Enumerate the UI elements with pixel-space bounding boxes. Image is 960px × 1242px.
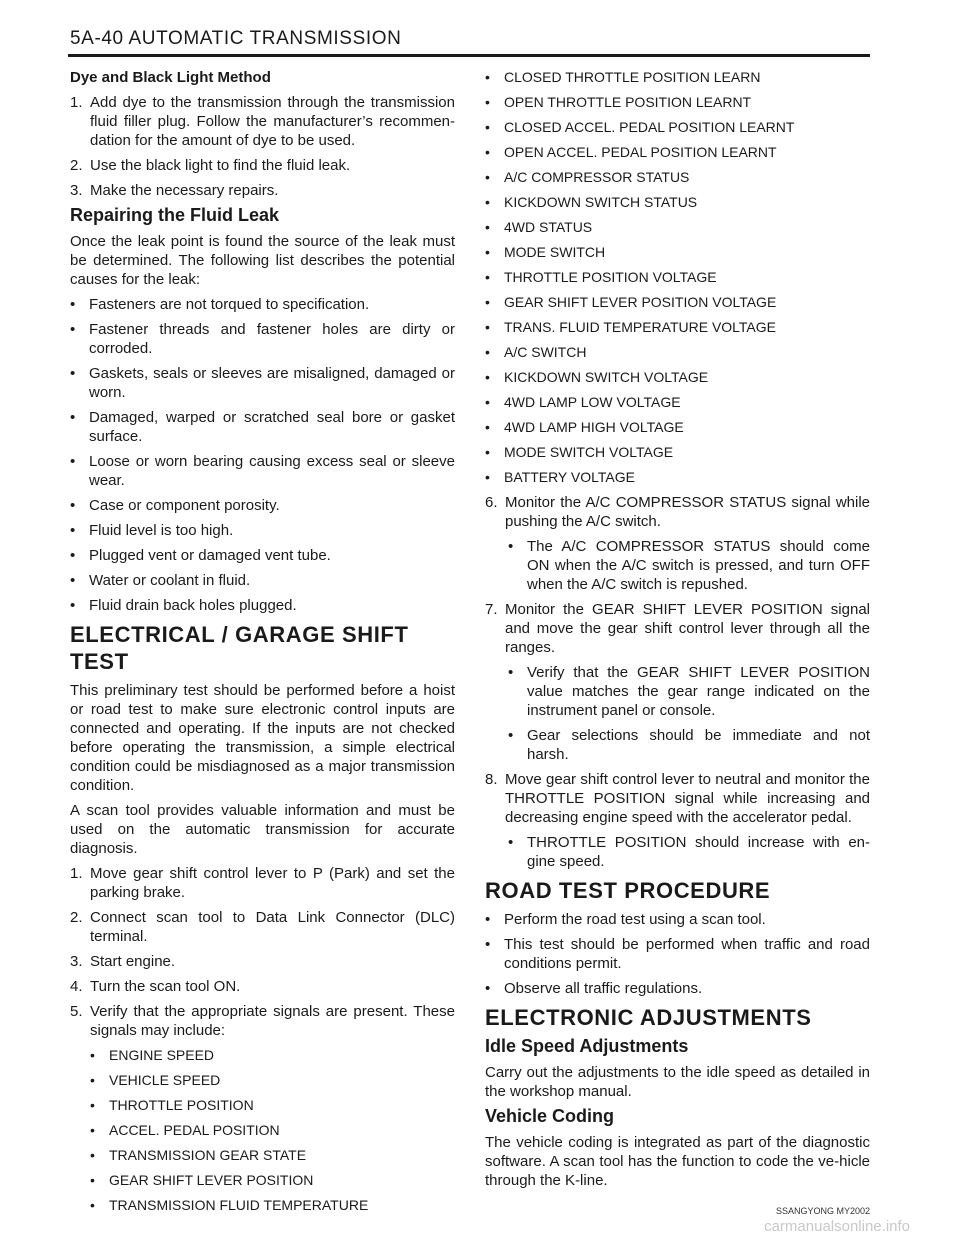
dye-steps xyxy=(70,93,455,200)
bullet-item xyxy=(508,663,870,720)
bullet-dot: • xyxy=(485,911,491,928)
bullet-text: KICKDOWN SWITCH VOLTAGE xyxy=(504,369,709,385)
bullet-text: Loose or worn bearing causing excess seal or sleeve wear. xyxy=(89,453,455,489)
bullet-text: Plugged vent or damaged vent tube. xyxy=(89,547,331,564)
heading-electrical-shift-test: ELECTRICAL / GARAGE SHIFT TEST xyxy=(70,622,409,674)
bullet-dot: • xyxy=(485,369,490,385)
watermark: carmanualsonline.info xyxy=(764,1218,910,1235)
step-number: 4. xyxy=(70,978,83,995)
bullet-text: Fluid level is too high. xyxy=(89,522,234,539)
step-text: Turn the scan tool ON. xyxy=(90,978,241,995)
bullet-item xyxy=(70,596,455,615)
bullet-dot: • xyxy=(70,365,76,382)
bullet-item xyxy=(90,1096,455,1115)
bullet-dot: • xyxy=(485,469,490,485)
bullet-dot: • xyxy=(70,522,76,539)
bullet-item xyxy=(485,368,870,387)
bullet-item xyxy=(70,546,455,565)
bullet-text: BATTERY VOLTAGE xyxy=(504,469,635,485)
bullet-item xyxy=(70,452,455,490)
bullet-text: MODE SWITCH VOLTAGE xyxy=(504,444,674,460)
bullet-item xyxy=(485,68,870,87)
paragraph-idle-speed: Carry out the adjustments to the idle speed as detailed in the workshop manual. xyxy=(485,1064,870,1100)
right-column xyxy=(485,68,870,1196)
step-text: Monitor the GEAR SHIFT LEVER POSITION signal and move the gear shift control lever through all the ranges. xyxy=(505,601,870,656)
bullet-item xyxy=(90,1046,455,1065)
step-number: 3. xyxy=(70,953,83,970)
bullet-dot: • xyxy=(485,936,491,953)
bullet-item xyxy=(485,218,870,237)
bullet-item xyxy=(70,408,455,446)
bullet-dot: • xyxy=(485,394,490,410)
bullet-item xyxy=(70,295,455,314)
step-number: 1. xyxy=(70,94,83,111)
heading-idle-speed: Idle Speed Adjustments xyxy=(485,1036,689,1056)
bullet-text: KICKDOWN SWITCH STATUS xyxy=(504,194,698,210)
step-number: 8. xyxy=(485,771,498,788)
bullet-text: OPEN ACCEL. PEDAL POSITION LEARNT xyxy=(504,144,777,160)
numbered-step xyxy=(70,1002,455,1040)
step-number: 2. xyxy=(70,909,83,926)
bullet-text: ENGINE SPEED xyxy=(109,1047,215,1063)
bullet-dot: • xyxy=(485,219,490,235)
bullet-dot: • xyxy=(90,1197,95,1213)
heading-vehicle-coding: Vehicle Coding xyxy=(485,1106,615,1126)
step-text: Add dye to the transmission through the transmission fluid filler plug. Follow the manufacturer’s recommen-dation for the amount of dye to be used. xyxy=(90,94,455,149)
bullet-text: THROTTLE POSITION xyxy=(109,1097,254,1113)
step-text: Monitor the A/C COMPRESSOR STATUS signal while pushing the A/C switch. xyxy=(505,494,870,530)
bullet-item xyxy=(508,726,870,764)
step-number: 6. xyxy=(485,494,498,511)
leak-causes-list xyxy=(70,295,455,615)
step-number: 1. xyxy=(70,865,83,882)
bullet-item xyxy=(485,168,870,187)
bullet-item xyxy=(485,343,870,362)
bullet-item xyxy=(485,193,870,212)
bullet-item xyxy=(485,393,870,412)
bullet-text: Observe all traffic regulations. xyxy=(504,980,703,997)
paragraph-scan-tool: A scan tool provides valuable information and must be used on the automatic transmission for accurate diagnosis. xyxy=(70,802,455,857)
bullet-item xyxy=(90,1146,455,1165)
heading-road-test: ROAD TEST PROCEDURE xyxy=(485,878,771,903)
bullet-dot: • xyxy=(90,1097,95,1113)
paragraph-leak-intro: Once the leak point is found the source of the leak must be determined. The following list describes the potential causes for the leak: xyxy=(70,233,455,288)
bullet-dot: • xyxy=(485,69,490,85)
bullet-item xyxy=(485,118,870,137)
bullet-text: The A/C COMPRESSOR STATUS should come ON when the A/C switch is pressed, and turn OFF when the A/C switch is repushed. xyxy=(527,538,870,593)
numbered-step xyxy=(70,181,455,200)
bullet-dot: • xyxy=(485,269,490,285)
bullet-text: CLOSED ACCEL. PEDAL POSITION LEARNT xyxy=(504,119,795,135)
bullet-dot: • xyxy=(485,144,490,160)
bullet-dot: • xyxy=(90,1122,95,1138)
bullet-item xyxy=(90,1121,455,1140)
bullet-dot: • xyxy=(508,727,514,744)
bullet-text: Perform the road test using a scan tool. xyxy=(504,911,766,928)
numbered-step xyxy=(70,977,455,996)
numbered-step xyxy=(70,93,455,150)
bullet-text: GEAR SHIFT LEVER POSITION xyxy=(109,1172,314,1188)
bullet-text: 4WD STATUS xyxy=(504,219,593,235)
bullet-dot: • xyxy=(90,1147,95,1163)
step-text: Start engine. xyxy=(90,953,176,970)
page-footer: SSANGYONG MY2002 xyxy=(775,1206,870,1216)
bullet-item xyxy=(70,364,455,402)
bullet-dot: • xyxy=(70,453,76,470)
bullet-item xyxy=(90,1171,455,1190)
bullet-text: Fastener threads and fastener holes are dirty or corroded. xyxy=(89,321,455,357)
bullet-item xyxy=(485,418,870,437)
step-6 xyxy=(485,493,870,531)
bullet-text: This test should be performed when traffic and road conditions permit. xyxy=(504,936,870,972)
step-7-bullets xyxy=(485,663,870,764)
bullet-text: TRANSMISSION FLUID TEMPERATURE xyxy=(109,1197,369,1213)
shift-test-steps xyxy=(70,864,455,1040)
bullet-text: Fluid drain back holes plugged. xyxy=(89,597,297,614)
bullet-text: Fasteners are not torqued to specification. xyxy=(89,296,370,313)
bullet-text: OPEN THROTTLE POSITION LEARNT xyxy=(504,94,752,110)
bullet-item xyxy=(70,571,455,590)
bullet-dot: • xyxy=(508,834,514,851)
bullet-text: VEHICLE SPEED xyxy=(109,1072,221,1088)
bullet-dot: • xyxy=(485,119,490,135)
step-number: 7. xyxy=(485,601,498,618)
bullet-text: 4WD LAMP HIGH VOLTAGE xyxy=(504,419,684,435)
bullet-dot: • xyxy=(90,1047,95,1063)
bullet-text: Verify that the GEAR SHIFT LEVER POSITION value matches the gear range indicated on the instrument panel or console. xyxy=(527,664,870,719)
bullet-text: THROTTLE POSITION VOLTAGE xyxy=(504,269,717,285)
bullet-text: GEAR SHIFT LEVER POSITION VOLTAGE xyxy=(504,294,777,310)
bullet-item xyxy=(508,537,870,594)
step-text: Verify that the appropriate signals are present. These signals may include: xyxy=(90,1003,455,1039)
bullet-text: CLOSED THROTTLE POSITION LEARN xyxy=(504,69,761,85)
bullet-dot: • xyxy=(485,419,490,435)
heading-electronic-adjustments: ELECTRONIC ADJUSTMENTS xyxy=(485,1005,812,1030)
bullet-dot: • xyxy=(485,319,490,335)
bullet-text: Case or component porosity. xyxy=(89,497,280,514)
bullet-dot: • xyxy=(485,344,490,360)
bullet-dot: • xyxy=(485,194,490,210)
bullet-dot: • xyxy=(70,497,76,514)
bullet-dot: • xyxy=(70,296,76,313)
bullet-text: A/C COMPRESSOR STATUS xyxy=(504,169,690,185)
bullet-item xyxy=(508,833,870,871)
page-header: 5A-40 AUTOMATIC TRANSMISSION xyxy=(70,28,402,49)
bullet-text: Gaskets, seals or sleeves are misaligned, damaged or worn. xyxy=(89,365,455,401)
step-number: 5. xyxy=(70,1003,83,1020)
bullet-text: Water or coolant in fluid. xyxy=(89,572,251,589)
bullet-item xyxy=(485,935,870,973)
header-rule xyxy=(68,54,870,57)
bullet-item xyxy=(485,318,870,337)
heading-dye-method: Dye and Black Light Method xyxy=(70,69,271,86)
bullet-item xyxy=(485,910,870,929)
paragraph-preliminary-test: This preliminary test should be performed before a hoist or road test to make sure electronic control inputs are connected and operating. If the inputs are not checked before operating the transmission, a simple electrical condition could be misdiagnosed as a major transmission condition. xyxy=(70,682,455,794)
bullet-dot: • xyxy=(485,980,491,997)
bullet-item xyxy=(485,143,870,162)
bullet-text: MODE SWITCH xyxy=(504,244,606,260)
bullet-dot: • xyxy=(70,409,76,426)
bullet-dot: • xyxy=(70,547,76,564)
bullet-item xyxy=(485,268,870,287)
bullet-text: TRANS. FLUID TEMPERATURE VOLTAGE xyxy=(504,319,777,335)
road-test-list xyxy=(485,910,870,998)
step-text: Connect scan tool to Data Link Connector (DLC) terminal. xyxy=(90,909,455,945)
bullet-text: THROTTLE POSITION should increase with en-gine speed. xyxy=(527,834,870,870)
bullet-dot: • xyxy=(90,1172,95,1188)
signals-list-left xyxy=(70,1046,455,1215)
step-text: Move gear shift control lever to P (Park) and set the parking brake. xyxy=(90,865,455,901)
bullet-dot: • xyxy=(90,1072,95,1088)
step-8 xyxy=(485,770,870,827)
bullet-item xyxy=(485,293,870,312)
bullet-text: 4WD LAMP LOW VOLTAGE xyxy=(504,394,681,410)
bullet-item xyxy=(485,243,870,262)
step-number: 2. xyxy=(70,157,83,174)
bullet-item xyxy=(485,468,870,487)
bullet-dot: • xyxy=(508,664,514,681)
bullet-text: A/C SWITCH xyxy=(504,344,587,360)
numbered-step xyxy=(70,952,455,971)
heading-repairing-leak: Repairing the Fluid Leak xyxy=(70,205,280,225)
bullet-item xyxy=(90,1071,455,1090)
signals-list-right xyxy=(485,68,870,487)
bullet-text: ACCEL. PEDAL POSITION xyxy=(109,1122,280,1138)
bullet-text: Gear selections should be immediate and not harsh. xyxy=(527,727,870,763)
bullet-item xyxy=(485,93,870,112)
bullet-item xyxy=(485,979,870,998)
bullet-dot: • xyxy=(485,244,490,260)
step-8-bullets xyxy=(485,833,870,871)
bullet-item xyxy=(90,1196,455,1215)
numbered-step xyxy=(70,908,455,946)
left-column xyxy=(70,68,455,1221)
bullet-dot: • xyxy=(485,444,490,460)
bullet-dot: • xyxy=(70,572,76,589)
numbered-step xyxy=(70,156,455,175)
bullet-item xyxy=(485,443,870,462)
bullet-item xyxy=(70,521,455,540)
bullet-text: Damaged, warped or scratched seal bore or gasket surface. xyxy=(89,409,455,445)
step-7 xyxy=(485,600,870,657)
step-text: Move gear shift control lever to neutral and monitor the THROTTLE POSITION signal while increasing and decreasing engine speed with the accelerator pedal. xyxy=(505,771,870,826)
bullet-dot: • xyxy=(485,169,490,185)
bullet-dot: • xyxy=(508,538,514,555)
step-text: Make the necessary repairs. xyxy=(90,182,279,199)
bullet-item xyxy=(70,496,455,515)
bullet-dot: • xyxy=(485,294,490,310)
step-text: Use the black light to find the fluid leak. xyxy=(90,157,351,174)
bullet-text: TRANSMISSION GEAR STATE xyxy=(109,1147,307,1163)
bullet-dot: • xyxy=(70,321,76,338)
bullet-item xyxy=(70,320,455,358)
bullet-dot: • xyxy=(485,94,490,110)
numbered-step xyxy=(70,864,455,902)
step-number: 3. xyxy=(70,182,83,199)
bullet-dot: • xyxy=(70,597,76,614)
paragraph-vehicle-coding: The vehicle coding is integrated as part of the diagnostic software. A scan tool has the function to code the ve-hicle through the K-line. xyxy=(485,1134,870,1189)
step-6-bullets xyxy=(485,537,870,594)
